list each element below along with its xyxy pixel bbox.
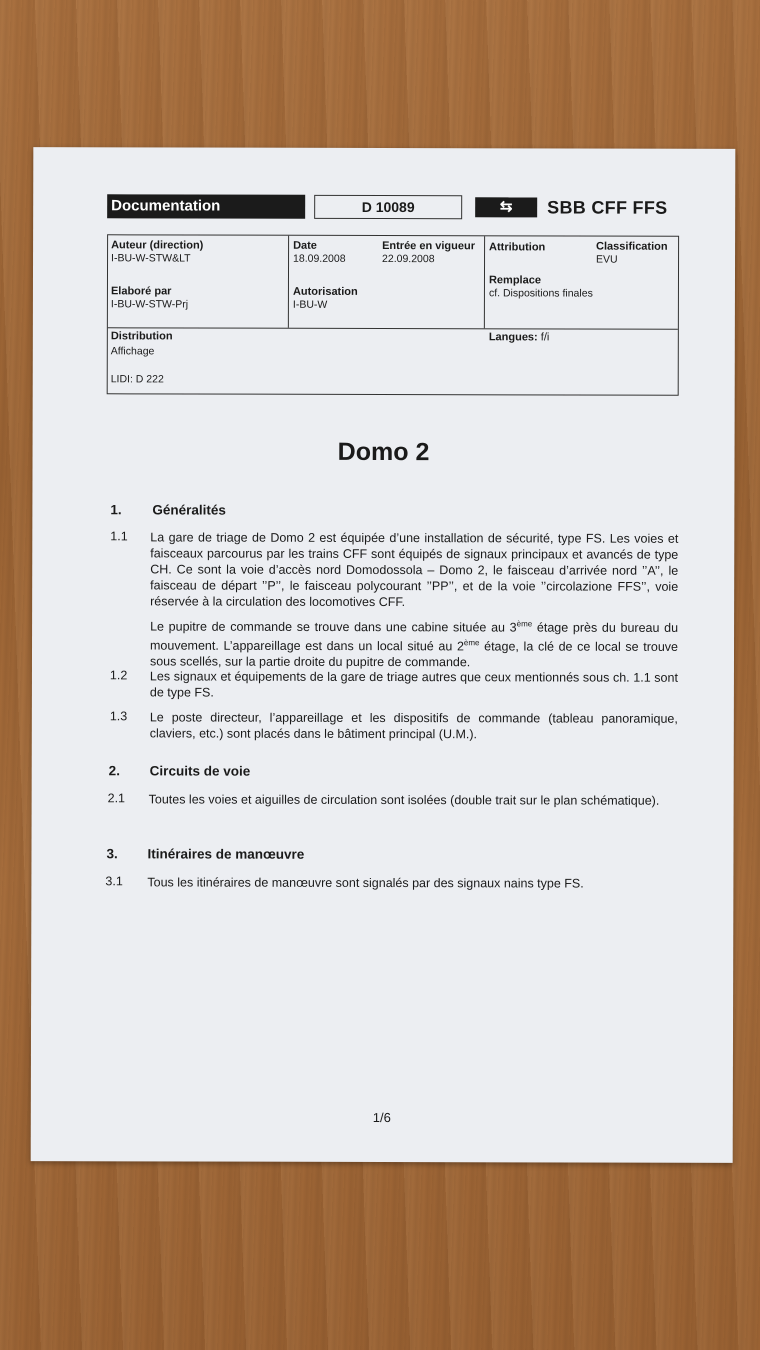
langues-value: f/i <box>540 331 550 344</box>
section-2-title: Circuits de voie <box>149 763 251 779</box>
para-1-3-text: Le poste directeur, l’appareillage et les dispositifs de commande (tableau panoramique, claviers, etc.) sont placés dans le bâtiment principal (U.M.). <box>149 710 678 742</box>
para-1-1-text: La gare de triage de Domo 2 est équipée d’une installation de sécurité, type FS. Les voies et faisceaux parcourus par les trains CFF sont équipés de signaux principaux et avancés de type CH. Ce sont la voie d’accès nord Domodossola – Domo 2, le faisceau d’arrivée nord ’’A’’, le faisceau de départ ’’P’’, le faisceau polycourant ’’PP’’, et de la voie ’’circolazione FFS’’, voie réservée à la circulation des locomotives CFF. <box>150 530 679 610</box>
para-1-1b-part-c: étage, la clé de ce local se trouve sous scellés, sur la partie droite du pupitre de commande. <box>149 639 679 670</box>
author-label: Auteur (direction) <box>111 239 204 252</box>
info-table <box>107 234 679 395</box>
effective-label: Entrée en vigueur <box>382 239 476 253</box>
para-1-2-number: 1.2 <box>109 668 128 683</box>
autorisation-value: I-BU-W <box>292 298 328 311</box>
date-label: Date <box>293 239 317 252</box>
section-3-number: 3. <box>106 846 118 862</box>
para-2-1-text: Toutes les voies et aiguilles de circulation sont isolées (double trait sur le plan schématique). <box>148 792 660 808</box>
para-1-1-continued <box>150 615 678 671</box>
sbb-logo-icon: ⇆ <box>475 197 537 217</box>
para-3-1-text: Tous les itinéraires de manœuvre sont signalés par des signaux nains type FS. <box>147 875 584 891</box>
page-number: 1/6 <box>372 1109 391 1126</box>
section-3-title: Itinéraires de manœuvre <box>147 846 305 862</box>
autorisation-label: Autorisation <box>292 285 358 298</box>
section-2-number: 2. <box>108 763 120 779</box>
company-name: SBB CFF FFS <box>547 197 668 218</box>
superscript-2: ème <box>463 638 480 648</box>
para-1-1-number: 1.1 <box>110 529 128 544</box>
document-title: Domo 2 <box>337 437 430 467</box>
para-1-3-number: 1.3 <box>109 709 128 724</box>
langues-row <box>489 331 550 344</box>
distribution-label: Distribution <box>110 330 173 343</box>
langues-label: Langues: <box>488 331 538 344</box>
remplace-value: cf. Dispositions finales <box>488 287 593 300</box>
date-value: 18.09.2008 <box>293 252 346 265</box>
classification-value: EVU <box>596 253 618 266</box>
remplace-label: Remplace <box>488 274 541 287</box>
para-1-1b-part-b: étage près du bureau du mouvement. L’appareillage est dans un local situé au 2 <box>150 620 679 654</box>
section-1-number: 1. <box>110 502 122 518</box>
document-page <box>31 147 736 1163</box>
documentation-label: Documentation <box>107 194 305 219</box>
classification-label: Classification <box>596 240 668 253</box>
attribution-label: Attribution <box>489 241 546 254</box>
para-1-1b-part-a: Le pupitre de commande se trouve dans une cabine située au 3 <box>150 619 517 635</box>
para-1-2-text: Les signaux et équipements de la gare de triage autres que ceux mentionnés sous ch. 1.1 sont de type FS. <box>149 669 678 700</box>
effective-value: 22.09.2008 <box>382 252 435 266</box>
para-3-1-number: 3.1 <box>105 874 123 889</box>
lidi-value: LIDI: D 222 <box>110 373 164 386</box>
elabore-value: I-BU-W-STW-Prj <box>110 298 189 311</box>
author-value: I-BU-W-STW&LT <box>111 252 191 265</box>
superscript-1: ème <box>516 619 533 629</box>
document-number: D 10089 <box>314 195 462 219</box>
elabore-label: Elaboré par <box>110 285 172 298</box>
section-1-title: Généralités <box>152 502 226 518</box>
distribution-value: Affichage <box>110 345 155 358</box>
para-2-1-number: 2.1 <box>107 791 126 806</box>
